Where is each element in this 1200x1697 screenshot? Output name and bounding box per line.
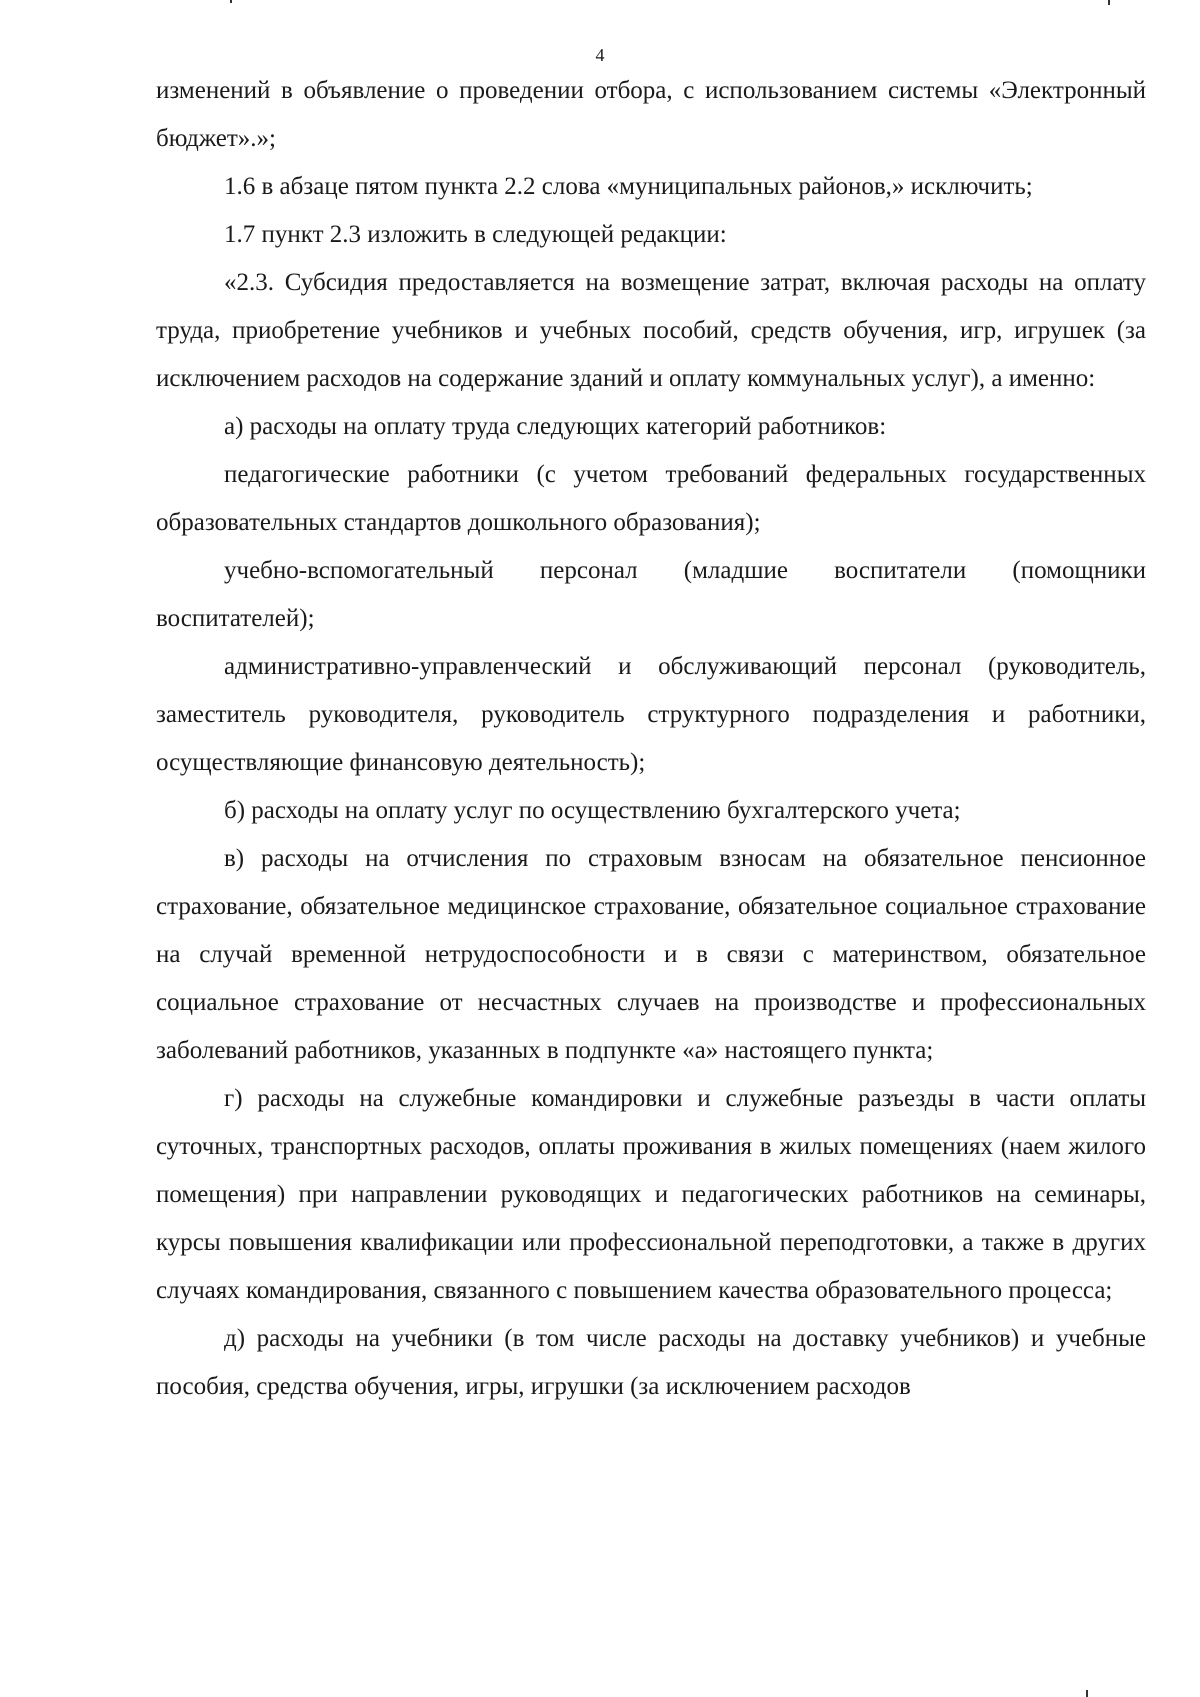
paragraph: изменений в объявление о проведении отбора, с использованием системы «Электронный бюджет».»;	[156, 77, 1146, 152]
scan-artifact	[1086, 1690, 1088, 1697]
paragraph: «2.3. Субсидия предоставляется на возмещение затрат, включая расходы на оплату труда, приобретение учебников и учебных пособий, средств обучения, игр, игрушек (за исключением расходов на содержание зданий и оплату коммунальных услуг), а именно:	[156, 269, 1146, 392]
paragraph: а) расходы на оплату труда следующих категорий работников:	[224, 413, 887, 440]
paragraph: 1.7 пункт 2.3 изложить в следующей редакции:	[224, 221, 727, 248]
scan-artifact	[230, 0, 232, 3]
paragraph: административно-управленческий и обслуживающий персонал (руководитель, заместитель руководителя, руководитель структурного подразделения и работники, осуществляющие финансовую деятельность);	[156, 653, 1146, 776]
scan-artifact	[1108, 0, 1110, 5]
paragraph: учебно-вспомогательный персонал (младшие воспитатели (помощники воспитателей);	[156, 557, 1146, 632]
paragraph: 1.6 в абзаце пятом пункта 2.2 слова «муниципальных районов,» исключить;	[224, 173, 1033, 200]
page-number: 4	[595, 45, 605, 65]
paragraph: б) расходы на оплату услуг по осуществлению бухгалтерского учета;	[224, 797, 961, 824]
paragraph: в) расходы на отчисления по страховым взносам на обязательное пенсионное страхование, обязательное медицинское страхование, обязательное социальное страхование на случай временной нетрудоспособности и в связи с материнством, обязательное социальное страхование от несчастных случаев на производстве и профессиональных заболеваний работников, указанных в подпункте «а» настоящего пункта;	[156, 845, 1146, 1064]
paragraph: педагогические работники (с учетом требований федеральных государственных образовательных стандартов дошкольного образования);	[156, 461, 1146, 536]
paragraph: д) расходы на учебники (в том числе расходы на доставку учебников) и учебные пособия, средства обучения, игры, игрушки (за исключением расходов	[156, 1325, 1146, 1400]
paragraph: г) расходы на служебные командировки и служебные разъезды в части оплаты суточных, транспортных расходов, оплаты проживания в жилых помещениях (наем жилого помещения) при направлении руководящих и педагогических работников на семинары, курсы повышения квалификации или профессиональной переподготовки, а также в других случаях командирования, связанного с повышением качества образовательного процесса;	[156, 1085, 1146, 1304]
document-body	[156, 67, 1146, 1411]
